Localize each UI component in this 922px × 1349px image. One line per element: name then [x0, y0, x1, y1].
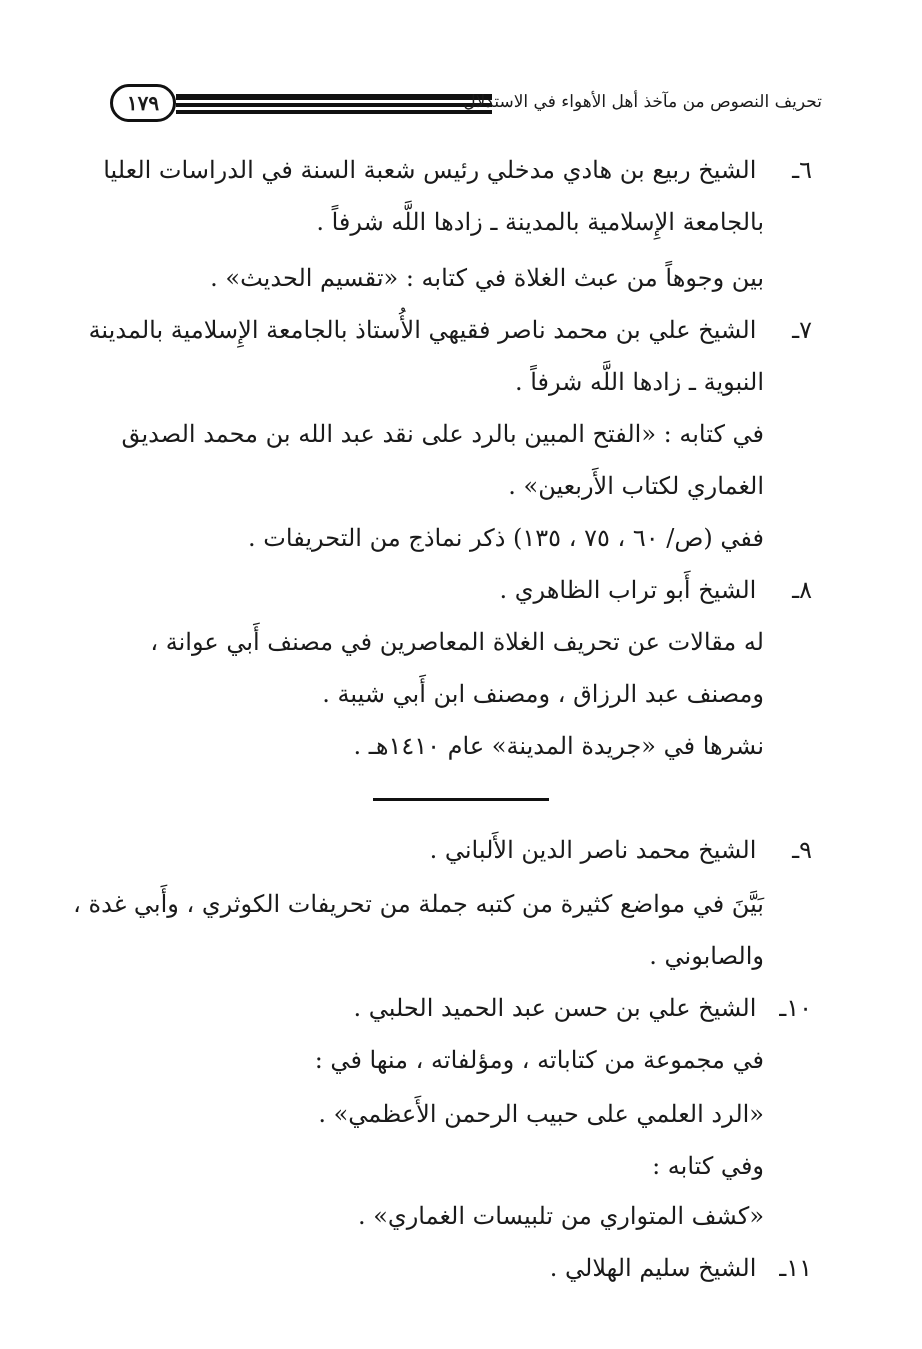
entry-11-line-1: [550, 1252, 812, 1284]
entry-6-number: ٦ـ: [792, 156, 812, 184]
entry-9-note-2: والصابوني .: [649, 942, 764, 970]
entry-7-number: ٧ـ: [792, 316, 812, 344]
running-title: تحريف النصوص من مآخذ أهل الأهواء في الاستدلال: [463, 92, 822, 112]
entry-8-note-3: نشرها في «جريدة المدينة» عام ١٤١٠هـ .: [353, 732, 764, 760]
entry-7-line-1: [89, 314, 812, 346]
entry-11-number: ١١ـ: [779, 1254, 812, 1282]
entry-8-note-1: له مقالات عن تحريف الغلاة المعاصرين في مصنف أَبي عوانة ،: [150, 628, 764, 656]
entry-7-note-3: ففي (ص/ ٦٠ ، ٧٥ ، ١٣٥) ذكر نماذج من التحريفات .: [248, 524, 764, 552]
entry-8-note-2: ومصنف عبد الرزاق ، ومصنف ابن أَبي شيبة .: [322, 680, 764, 708]
entry-7-text-1: الشيخ علي بن محمد ناصر فقيهي الأُستاذ بالجامعة الإِسلامية بالمدينة: [88, 316, 757, 344]
entry-6-text-1: الشيخ ربيع بن هادي مدخلي رئيس شعبة السنة في الدراسات العليا: [103, 156, 757, 184]
entry-10-note-3: وفي كتابه :: [652, 1152, 764, 1180]
page-number: ١٧٩: [110, 84, 176, 122]
entry-10-note-4: «كشف المتواري من تلبيسات الغماري» .: [357, 1202, 764, 1230]
entry-10-note-2: «الرد العلمي على حبيب الرحمن الأَعظمي» .: [318, 1100, 764, 1128]
entry-10-text-1: الشيخ علي بن حسن عبد الحميد الحلبي .: [353, 994, 757, 1022]
entry-8-number: ٨ـ: [792, 576, 812, 604]
entry-8-line-1: [499, 574, 812, 606]
entry-8-text-1: الشيخ أَبو تراب الظاهري .: [499, 576, 757, 604]
entry-11-text-1: الشيخ سليم الهلالي .: [549, 1254, 757, 1282]
entry-9-text-1: الشيخ محمد ناصر الدين الأَلباني .: [429, 836, 757, 864]
entry-10-line-1: [353, 992, 812, 1024]
entry-9-line-1: [430, 834, 812, 866]
entry-10-number: ١٠ـ: [779, 994, 812, 1022]
entry-6-line-1: [103, 154, 812, 186]
entry-7-note-2: الغماري لكتاب الأَربعين» .: [508, 472, 764, 500]
entry-7-note-1: في كتابه : «الفتح المبين بالرد على نقد عبد الله بن محمد الصديق: [121, 420, 764, 448]
entry-6-note-1: بين وجوهاً من عبث الغلاة في كتابه : «تقسيم الحديث» .: [210, 264, 764, 292]
section-divider: [373, 798, 549, 801]
entry-9-note-1: بَيَّنَ في مواضع كثيرة من كتبه جملة من تحريفات الكوثري ، وأَبي غدة ،: [73, 890, 764, 918]
entry-7-line-2: النبوية ـ زادها اللَّه شرفاً .: [514, 368, 764, 396]
entry-6-line-2: بالجامعة الإِسلامية بالمدينة ـ زادها اللَّه شرفاً .: [316, 208, 764, 236]
entry-9-number: ٩ـ: [792, 836, 812, 864]
entry-10-note-1: في مجموعة من كتاباته ، ومؤلفاته ، منها في :: [314, 1046, 764, 1074]
